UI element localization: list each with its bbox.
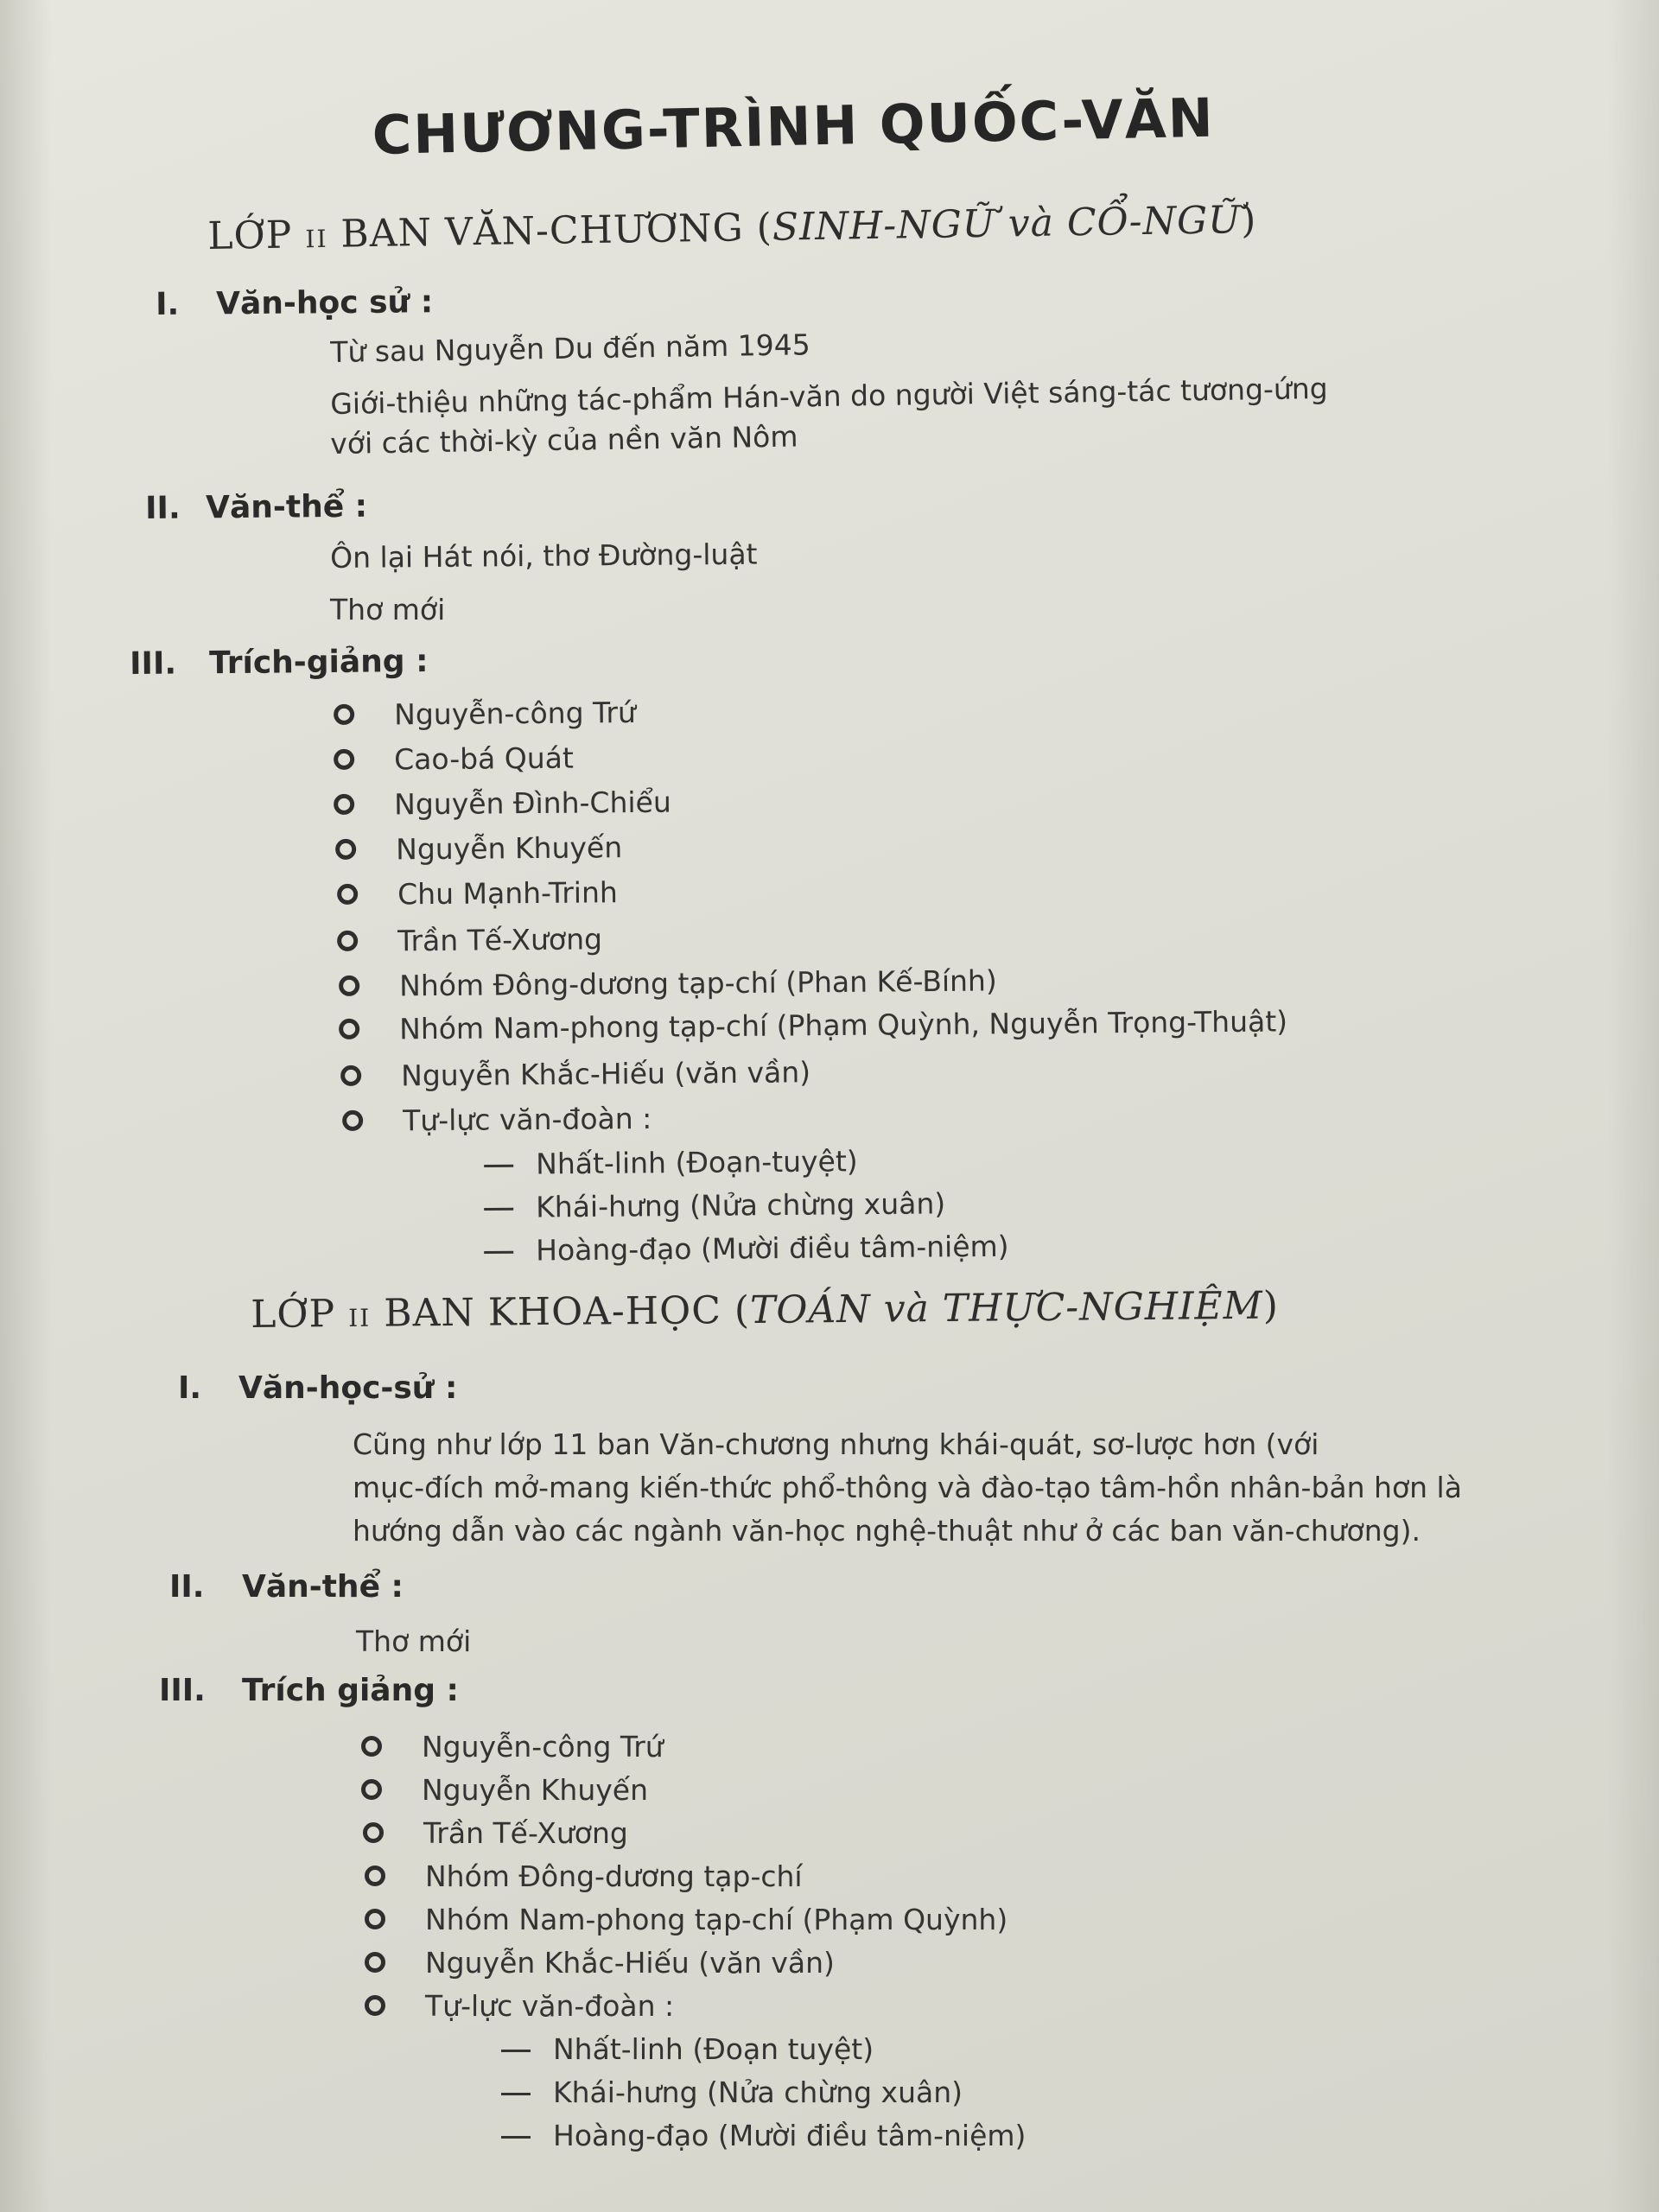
class-number: II [305, 224, 328, 254]
class-subtitle: TOÁN và THỰC-NGHIỆM [749, 1283, 1263, 1332]
page-shadow-left [0, 0, 52, 2212]
text-line: mục-đích mở-mang kiến-thức phổ-thông và đào-tạo tâm-hồn nhân-bản hơn là [353, 1471, 1462, 1504]
list-item-text: Nguyễn-công Trứ [422, 1730, 664, 1764]
bullet-icon [361, 1736, 382, 1757]
bullet-icon [363, 1822, 384, 1843]
sub-list-item-text: Hoàng-đạo (Mười điều tâm-niệm) [553, 2119, 1027, 2152]
bullet-icon [334, 748, 354, 769]
sub-list-item-text: Nhất-linh (Đoạn tuyệt) [553, 2032, 874, 2066]
list-item [363, 1816, 628, 1850]
list-item [337, 875, 618, 912]
list-item [339, 1004, 1287, 1046]
list-item-text: Nguyễn Khắc-Hiếu (văn vần) [425, 1946, 835, 1980]
list-item-text: Nhóm Nam-phong tạp-chí (Phạm Quỳnh, Nguyễn Trọng-Thuật) [398, 1004, 1288, 1046]
bullet-icon [337, 883, 358, 904]
bullet-icon [334, 703, 354, 724]
section-title: Văn-thể : [205, 488, 368, 526]
text-line: Giới-thiệu những tác-phẩm Hán-văn do người Việt sáng-tác tương-ứng [330, 371, 1328, 421]
section-number: I. [156, 286, 180, 322]
list-item [361, 1773, 648, 1807]
sub-list-item [484, 1144, 858, 1181]
bullet-icon [365, 1952, 385, 1973]
list-item-text: Nhóm Nam-phong tạp-chí (Phạm Quỳnh) [425, 1903, 1008, 1936]
section-title: Văn-học-sử : [238, 1370, 458, 1406]
sub-list-item-text: Khái-hưng (Nửa chừng xuân) [553, 2075, 963, 2109]
section-heading [159, 1673, 459, 1708]
sub-list-item-text: Khái-hưng (Nửa chừng xuân) [535, 1186, 946, 1224]
list-item-text: Chu Mạnh-Trinh [397, 875, 618, 912]
list-item-text: Nhóm Đông-dương tạp-chí (Phan Kế-Bính) [398, 963, 997, 1003]
section-title: Văn-học sử : [215, 284, 434, 322]
list-item [342, 1102, 652, 1138]
bullet-icon [342, 1109, 363, 1130]
dash-icon [484, 1251, 513, 1254]
dash-icon [484, 1208, 513, 1211]
list-item [365, 1989, 674, 2023]
list-item [335, 830, 622, 867]
bullet-icon [340, 1065, 361, 1085]
section-heading [178, 1370, 457, 1406]
class-subtitle: SINH-NGỮ và CỔ-NGỮ [772, 198, 1242, 250]
list-item-text: Trần Tế-Xương [397, 922, 603, 958]
sub-list-item [484, 1230, 1009, 1268]
sub-list-item [501, 2119, 1026, 2152]
section-heading [130, 644, 429, 682]
section-heading [169, 1569, 404, 1605]
class-title: BAN VĂN-CHƯƠNG ( [340, 205, 773, 257]
bullet-icon [334, 793, 354, 814]
list-item-text: Nguyễn Khuyến [395, 830, 623, 867]
bullet-icon [337, 930, 358, 950]
list-item [361, 1730, 664, 1764]
section-title: Trích giảng : [242, 1673, 459, 1708]
list-item-text: Nguyễn Đình-Chiểu [393, 785, 671, 822]
list-item [334, 741, 574, 777]
section-heading [156, 284, 433, 322]
section-title: Trích-giảng : [208, 643, 429, 682]
text-line: hướng dẫn vào các ngành văn-học nghệ-thuật như ở các ban văn-chương). [353, 1514, 1421, 1548]
sub-list-item-text: Nhất-linh (Đoạn-tuyệt) [535, 1144, 858, 1181]
section-number: II. [145, 490, 181, 526]
bullet-icon [365, 1909, 385, 1929]
list-item [365, 1946, 835, 1980]
dash-icon [501, 2136, 531, 2139]
list-item [365, 1859, 803, 1893]
text-line: Thơ mới [356, 1624, 472, 1658]
sub-list-item [484, 1186, 945, 1224]
list-item-text: Tự-lực văn-đoàn : [402, 1101, 652, 1138]
list-item [334, 696, 636, 732]
text-line: Ôn lại Hát nói, thơ Đường-luật [330, 537, 758, 575]
bullet-icon [361, 1779, 382, 1800]
text-line: Thơ mới [330, 593, 446, 626]
bullet-icon [339, 975, 359, 995]
page-title: CHƯƠNG-TRÌNH QUỐC-VĂN [372, 86, 1216, 167]
list-item-text: Trần Tế-Xương [423, 1816, 628, 1850]
bullet-icon [365, 1866, 385, 1886]
list-item-text: Nguyễn Khuyến [422, 1773, 649, 1807]
section-heading [145, 489, 367, 526]
page-shadow-right [1607, 0, 1659, 2212]
bullet-icon [339, 1018, 359, 1039]
class-paren: ) [1240, 197, 1257, 243]
class-prefix: LỚP [207, 213, 293, 258]
list-item [337, 922, 602, 958]
class-heading-literature [207, 198, 1257, 258]
sub-list-item [501, 2032, 874, 2066]
section-title: Văn-thể : [242, 1569, 404, 1605]
sub-list-item-text: Hoàng-đạo (Mười điều tâm-niệm) [535, 1229, 1009, 1268]
bullet-icon [365, 1995, 385, 2016]
class-title: BAN KHOA-HỌC ( [384, 1287, 751, 1336]
list-item-text: Cao-bá Quát [393, 741, 575, 777]
list-item-text: Nhóm Đông-dương tạp-chí [425, 1859, 803, 1893]
class-heading-science [251, 1284, 1279, 1337]
class-prefix: LỚP [251, 1292, 336, 1337]
list-item [365, 1903, 1007, 1936]
class-number: II [348, 1303, 372, 1333]
text-line: Từ sau Nguyễn Du đến năm 1945 [330, 327, 810, 369]
class-paren: ) [1262, 1283, 1280, 1328]
list-item [340, 1055, 810, 1093]
list-item-text: Nguyễn-công Trứ [393, 695, 637, 732]
dash-icon [501, 2050, 531, 2052]
section-number: II. [169, 1569, 205, 1605]
dash-icon [501, 2093, 531, 2095]
list-item-text: Nguyễn Khắc-Hiếu (văn vần) [400, 1055, 811, 1093]
bullet-icon [335, 838, 356, 859]
section-number: III. [159, 1673, 206, 1708]
sub-list-item [501, 2075, 963, 2109]
list-item [339, 963, 997, 1003]
text-line: với các thời-kỳ của nền văn Nôm [330, 419, 798, 461]
section-number: III. [130, 645, 177, 682]
list-item-text: Tự-lực văn-đoàn : [425, 1989, 675, 2023]
section-number: I. [178, 1370, 202, 1406]
text-line: Cũng như lớp 11 ban Văn-chương nhưng khái-quát, sơ-lược hơn (với [353, 1427, 1319, 1461]
list-item [334, 785, 671, 822]
dash-icon [484, 1165, 513, 1167]
